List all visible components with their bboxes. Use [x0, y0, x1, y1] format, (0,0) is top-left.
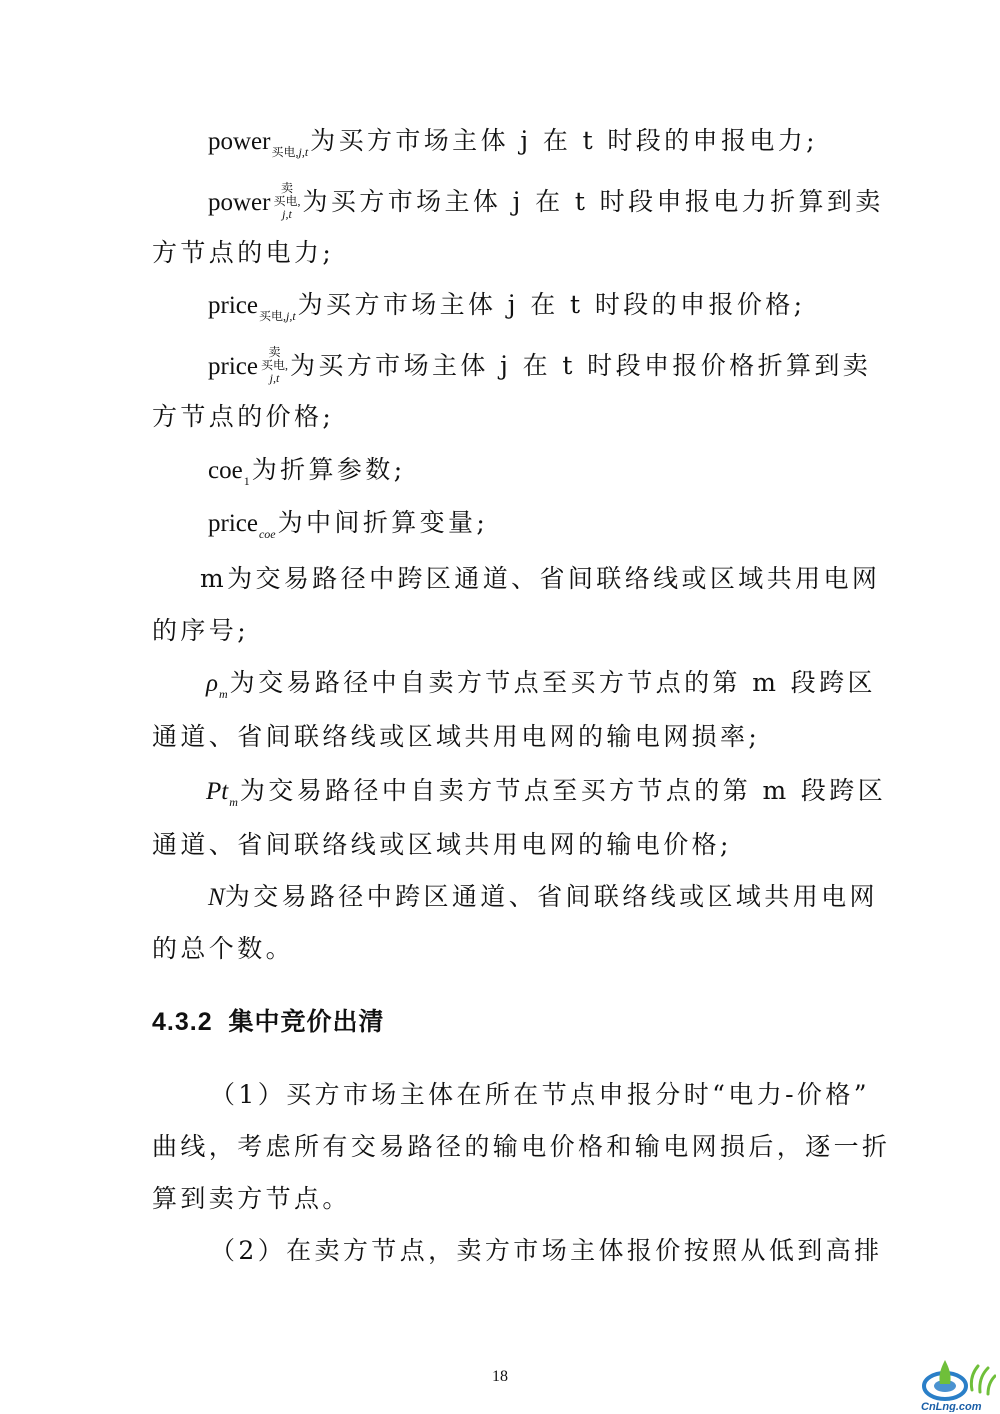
- definition-text: 为交易路径中自卖方节点至买方节点的第 m 段跨区: [229, 668, 876, 697]
- symbol: coe: [208, 457, 243, 484]
- definition-text: 为买方市场主体 j 在 t 时段的申报电力;: [310, 126, 818, 155]
- section-title: 集中竞价出清: [228, 1008, 385, 1036]
- definition-line: [208, 126, 818, 158]
- definition-text: 为买方市场主体 j 在 t 时段申报价格折算到卖: [289, 351, 872, 380]
- watermark-logo: [918, 1356, 996, 1412]
- definition-text: 为交易路径中跨区通道、省间联络线或区域共用电网: [224, 882, 878, 911]
- symbol: m: [200, 564, 228, 593]
- paragraph-line: 曲线，考虑所有交易路径的输电价格和输电网损后，逐一折: [152, 1132, 891, 1161]
- definition-continuation: 方节点的价格;: [152, 402, 335, 431]
- definition-line: [206, 776, 886, 808]
- paragraph-line: （2）在卖方节点，卖方市场主体报价按照从低到高排: [210, 1236, 883, 1265]
- definition-line: [208, 508, 488, 540]
- subscript: 买电,j,t: [258, 309, 296, 323]
- definition-line: [208, 182, 884, 221]
- subscript: m: [229, 795, 238, 809]
- definition-line: [208, 290, 805, 322]
- grass-icon: [971, 1366, 995, 1394]
- symbol: price: [208, 510, 258, 537]
- definition-text: 为买方市场主体 j 在 t 时段的申报价格;: [297, 290, 806, 319]
- symbol: price: [208, 292, 258, 319]
- definition-continuation: 的序号;: [152, 616, 250, 645]
- definition-line: [208, 346, 871, 385]
- symbol: power: [208, 189, 271, 216]
- subscript: coe: [258, 527, 276, 541]
- definition-continuation: 通道、省间联络线或区域共用电网的输电网损率;: [152, 722, 761, 751]
- symbol: Pt: [206, 778, 229, 805]
- symbol: N: [208, 884, 225, 911]
- subscript: m: [219, 687, 228, 701]
- definition-line: [208, 455, 406, 487]
- definition-continuation: 方节点的电力;: [152, 238, 335, 267]
- definition-line: [200, 564, 880, 594]
- definition-line: [208, 882, 878, 913]
- definition-line: [206, 668, 876, 700]
- definition-text: 为中间折算变量;: [277, 508, 489, 537]
- sub-superscript: 卖 买电, j,t: [273, 181, 301, 221]
- sub-superscript: 卖 买电, j,t: [260, 345, 288, 385]
- page-number: 18: [492, 1368, 508, 1385]
- definition-text: 为交易路径中自卖方节点至买方节点的第 m 段跨区: [239, 776, 887, 805]
- section-number: 4.3.2: [152, 1008, 213, 1036]
- subscript: 买电,j,t: [271, 145, 309, 159]
- definition-text: 为交易路径中跨区通道、省间联络线或区域共用电网: [227, 564, 881, 593]
- subscript: 1: [243, 474, 250, 488]
- paragraph-line: （1）买方市场主体在所在节点申报分时“电力-价格”: [210, 1080, 870, 1109]
- symbol: ρ: [206, 670, 218, 697]
- definition-text: 为买方市场主体 j 在 t 时段申报电力折算到卖: [302, 187, 884, 216]
- leaf-icon: [939, 1360, 950, 1384]
- watermark-text: CnLng.com: [921, 1401, 982, 1412]
- paragraph-line: 算到卖方节点。: [152, 1184, 351, 1213]
- symbol: power: [208, 128, 271, 155]
- definition-continuation: 通道、省间联络线或区域共用电网的输电价格;: [152, 830, 732, 859]
- section-heading: [152, 1006, 385, 1038]
- symbol: price: [208, 353, 258, 380]
- definition-text: 为折算参数;: [251, 455, 406, 484]
- definition-continuation: 的总个数。: [152, 934, 295, 963]
